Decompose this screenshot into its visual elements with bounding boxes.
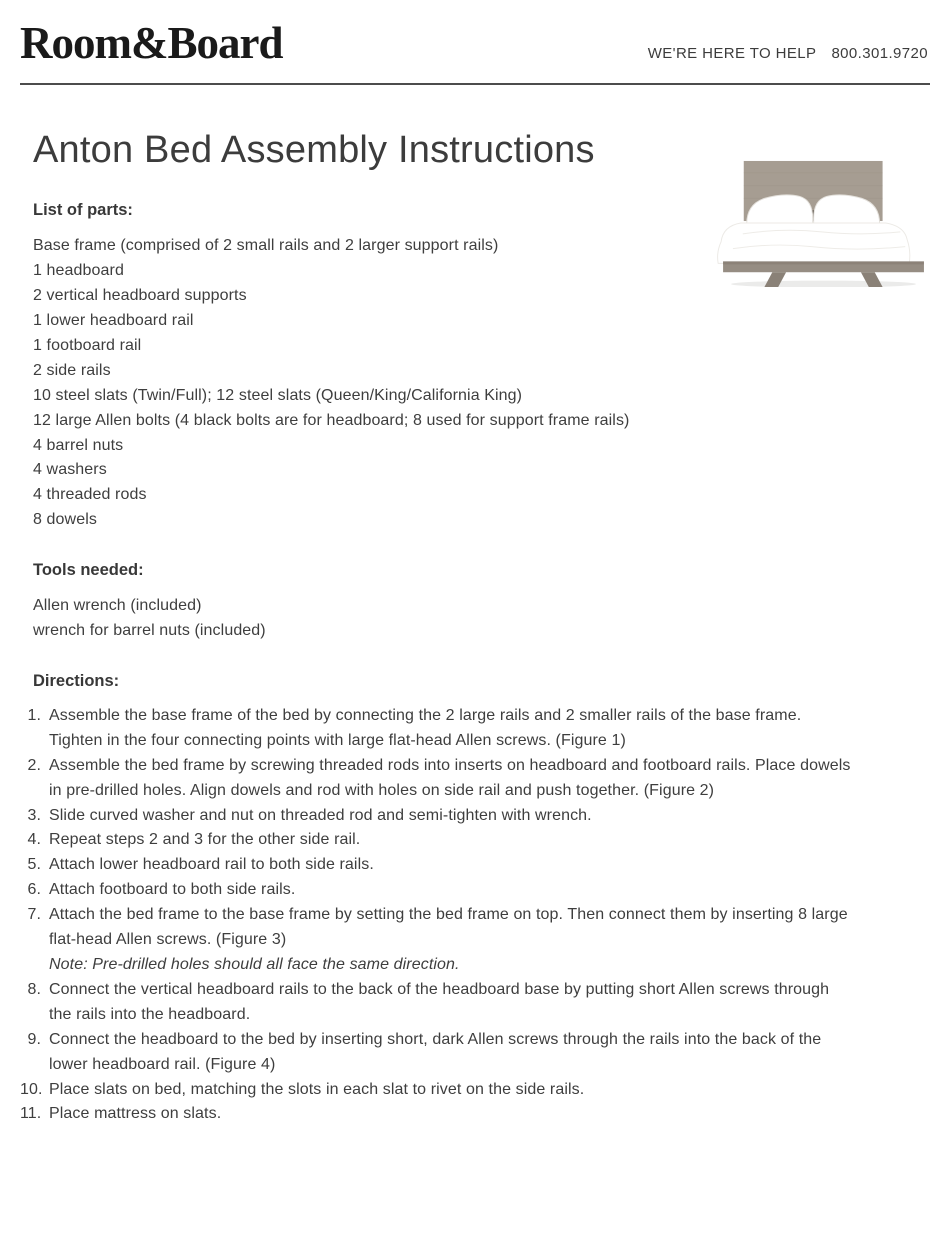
step-line: lower headboard rail. (Figure 4) xyxy=(49,1055,276,1073)
step-note: Note: Pre-drilled holes should all face the same direction. xyxy=(49,956,460,973)
part-item: 4 washers xyxy=(33,461,107,479)
part-item: 4 threaded rods xyxy=(33,486,147,504)
direction-step xyxy=(20,978,930,1028)
help-contact xyxy=(648,45,928,67)
part-item: 1 lower headboard rail xyxy=(33,311,194,329)
help-text: WE'RE HERE TO HELP xyxy=(647,45,817,63)
page-title: Anton Bed Assembly Instructions xyxy=(33,129,595,172)
step-text xyxy=(49,853,374,878)
bed-base-rail-lip xyxy=(723,262,924,265)
tools-heading: Tools needed: xyxy=(33,561,144,580)
direction-step xyxy=(20,828,930,853)
tool-item: wrench for barrel nuts (included) xyxy=(33,622,266,640)
part-item: 8 dowels xyxy=(33,511,97,529)
step-line: flat-head Allen screws. (Figure 3) xyxy=(49,931,287,949)
direction-step xyxy=(20,754,930,804)
step-line: Attach footboard to both side rails. xyxy=(49,881,296,899)
tools-list xyxy=(33,594,930,644)
step-line: Place mattress on slats. xyxy=(49,1105,222,1123)
step-text xyxy=(49,878,295,903)
direction-step xyxy=(20,853,930,878)
step-text xyxy=(49,1078,584,1103)
step-number: 3. xyxy=(27,806,41,824)
step-text xyxy=(49,754,850,804)
part-item: 2 side rails xyxy=(33,361,111,379)
step-line: Repeat steps 2 and 3 for the other side rail. xyxy=(49,831,361,849)
step-line: Place slats on bed, matching the slots in each slat to rivet on the side rails. xyxy=(49,1080,585,1098)
directions-heading: Directions: xyxy=(33,671,120,690)
part-item: 4 barrel nuts xyxy=(33,436,124,454)
document-body xyxy=(0,127,950,1127)
step-number: 11. xyxy=(20,1105,42,1123)
room-and-board-logo: Room&Board xyxy=(20,18,283,68)
step-number: 10. xyxy=(20,1080,43,1098)
step-number: 2. xyxy=(27,756,41,774)
step-line: Tighten in the four connecting points with large flat-head Allen screws. (Figure 1) xyxy=(49,731,626,749)
directions-list xyxy=(20,704,930,1127)
part-item: Base frame (comprised of 2 small rails and 2 larger support rails) xyxy=(33,237,499,255)
direction-step xyxy=(20,804,930,829)
part-item: 2 vertical headboard supports xyxy=(33,287,247,305)
bed-shadow xyxy=(731,281,916,287)
step-line: Attach lower headboard rail to both side rails. xyxy=(49,856,374,874)
step-line: in pre-drilled holes. Align dowels and rod with holes on side rail and push together. (Figure 2) xyxy=(49,781,715,799)
direction-step xyxy=(20,1078,930,1103)
part-item: 10 steel slats (Twin/Full); 12 steel slats (Queen/King/California King) xyxy=(33,386,523,404)
step-text xyxy=(49,978,829,1028)
help-phone-number: 800.301.9720 xyxy=(831,45,928,63)
step-text xyxy=(49,804,592,829)
step-number: 5. xyxy=(27,856,41,874)
step-line: Connect the vertical headboard rails to the back of the headboard base by putting short Allen screws through xyxy=(49,980,830,998)
tool-item: Allen wrench (included) xyxy=(33,597,202,615)
part-item: 12 large Allen bolts (4 black bolts are for headboard; 8 used for support frame rails) xyxy=(33,411,630,429)
step-line: Connect the headboard to the bed by inserting short, dark Allen screws through the rails into the back of the xyxy=(49,1030,822,1048)
step-number: 4. xyxy=(27,831,41,849)
bed-product-image xyxy=(713,159,935,287)
step-text xyxy=(49,903,848,978)
step-number: 6. xyxy=(27,881,41,899)
header-divider xyxy=(20,83,930,85)
step-text xyxy=(49,1102,221,1127)
step-line: Assemble the base frame of the bed by connecting the 2 large rails and 2 smaller rails of the base frame. xyxy=(49,706,802,724)
step-text xyxy=(49,704,801,754)
step-number: 9. xyxy=(27,1030,41,1048)
step-number: 7. xyxy=(27,906,41,924)
step-line: Slide curved washer and nut on threaded rod and semi-tighten with wrench. xyxy=(49,806,592,824)
direction-step xyxy=(20,1102,930,1127)
parts-heading: List of parts: xyxy=(33,201,133,220)
bed-duvet xyxy=(718,223,910,263)
direction-step xyxy=(20,1028,930,1078)
step-text xyxy=(49,1028,821,1078)
step-number: 1. xyxy=(27,706,41,724)
step-number: 8. xyxy=(27,980,41,998)
part-item: 1 headboard xyxy=(33,262,124,280)
step-text xyxy=(49,828,360,853)
direction-step xyxy=(20,704,930,754)
step-line: Attach the bed frame to the base frame by setting the bed frame on top. Then connect them by inserting 8 large xyxy=(49,906,848,924)
part-item: 1 footboard rail xyxy=(33,336,142,354)
direction-step xyxy=(20,878,930,903)
step-line: the rails into the headboard. xyxy=(49,1005,251,1023)
direction-step xyxy=(20,903,930,978)
step-line: Assemble the bed frame by screwing threaded rods into inserts on headboard and footboard rails. Place dowels xyxy=(49,756,851,774)
page-header xyxy=(0,0,950,67)
